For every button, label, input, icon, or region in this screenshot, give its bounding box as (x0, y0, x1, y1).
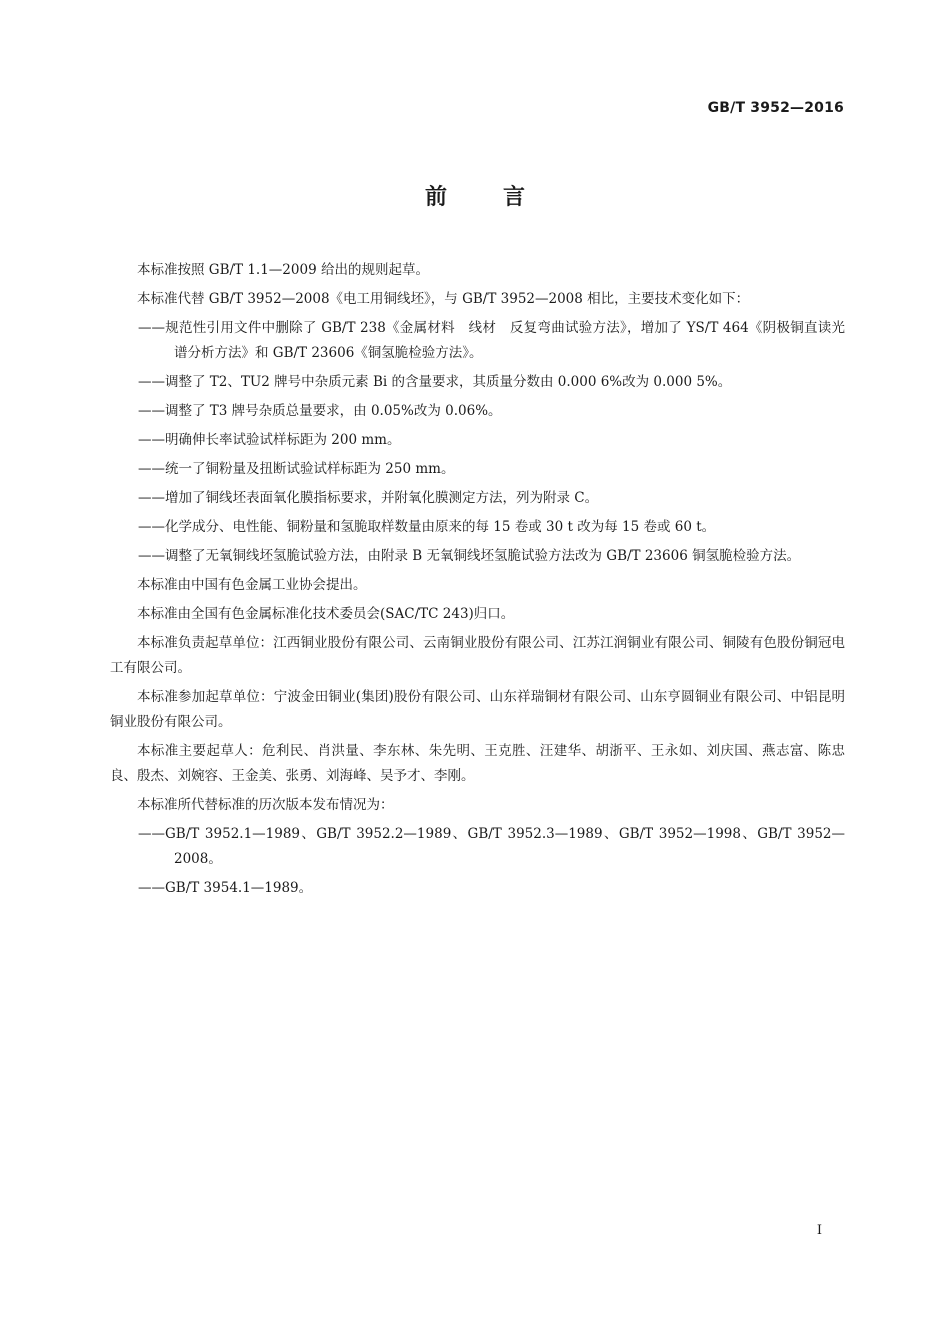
change-item: ——调整了 T2、TU2 牌号中杂质元素 Bi 的含量要求，其质量分数由 0.000 6%改为 0.000 5%。 (138, 374, 732, 390)
change-item: ——统一了铜粉量及扭断试验试样标距为 250 mm。 (138, 461, 455, 477)
paragraph-committee: 本标准由全国有色金属标准化技术委员会(SAC/TC 243)归口。 (137, 606, 515, 622)
document-body (110, 258, 845, 905)
change-item: ——规范性引用文件中删除了 GB/T 238《金属材料 线材 反复弯曲试验方法》，增加了 YS/T 464《阴极铜直读光谱分析方法》和 GB/T 23606《铜氢脆检验方法》。 (138, 320, 845, 361)
history-item: ——GB/T 3954.1—1989。 (138, 880, 313, 896)
change-item: ——调整了 T3 牌号杂质总量要求，由 0.05%改为 0.06%。 (138, 403, 502, 419)
change-item: ——调整了无氧铜线坯氢脆试验方法，由附录 B 无氧铜线坯氢脆试验方法改为 GB/T 23606 铜氢脆检验方法。 (138, 548, 801, 564)
history-item: ——GB/T 3952.1—1989、GB/T 3952.2—1989、GB/T 3952.3—1989、GB/T 3952—1998、GB/T 3952—2008。 (138, 826, 845, 867)
page-title: 前言 (424, 185, 581, 210)
change-item: ——明确伸长率试验试样标距为 200 mm。 (138, 432, 401, 448)
paragraph-main-drafters: 本标准主要起草人：危利民、肖洪量、李东林、朱先明、王克胜、汪建华、胡浙平、王永如、刘庆国、燕志富、陈忠良、殷杰、刘婉容、王金美、张勇、刘海峰、吴予才、李刚。 (110, 743, 845, 784)
paragraph-lead-drafters: 本标准负责起草单位：江西铜业股份有限公司、云南铜业股份有限公司、江苏江润铜业有限公司、铜陵有色股份铜冠电工有限公司。 (110, 635, 845, 676)
change-item: ——增加了铜线坯表面氧化膜指标要求，并附氧化膜测定方法，列为附录 C。 (138, 490, 599, 506)
paragraph-participating-drafters: 本标准参加起草单位：宁波金田铜业(集团)股份有限公司、山东祥瑞铜材有限公司、山东亨圆铜业有限公司、中铝昆明铜业股份有限公司。 (110, 689, 845, 730)
paragraph-proposer: 本标准由中国有色金属工业协会提出。 (137, 577, 367, 593)
change-item: ——化学成分、电性能、铜粉量和氢脆取样数量由原来的每 15 卷或 30 t 改为每 15 卷或 60 t。 (138, 519, 716, 535)
standard-code: GB/T 3952—2016 (707, 100, 844, 116)
paragraph-drafting-rules: 本标准按照 GB/T 1.1—2009 给出的规则起草。 (137, 262, 429, 278)
page-number: I (816, 1223, 822, 1238)
paragraph-replacement: 本标准代替 GB/T 3952—2008《电工用铜线坯》，与 GB/T 3952—2008 相比，主要技术变化如下： (137, 291, 750, 307)
paragraph-history-intro: 本标准所代替标准的历次版本发布情况为： (137, 797, 394, 813)
